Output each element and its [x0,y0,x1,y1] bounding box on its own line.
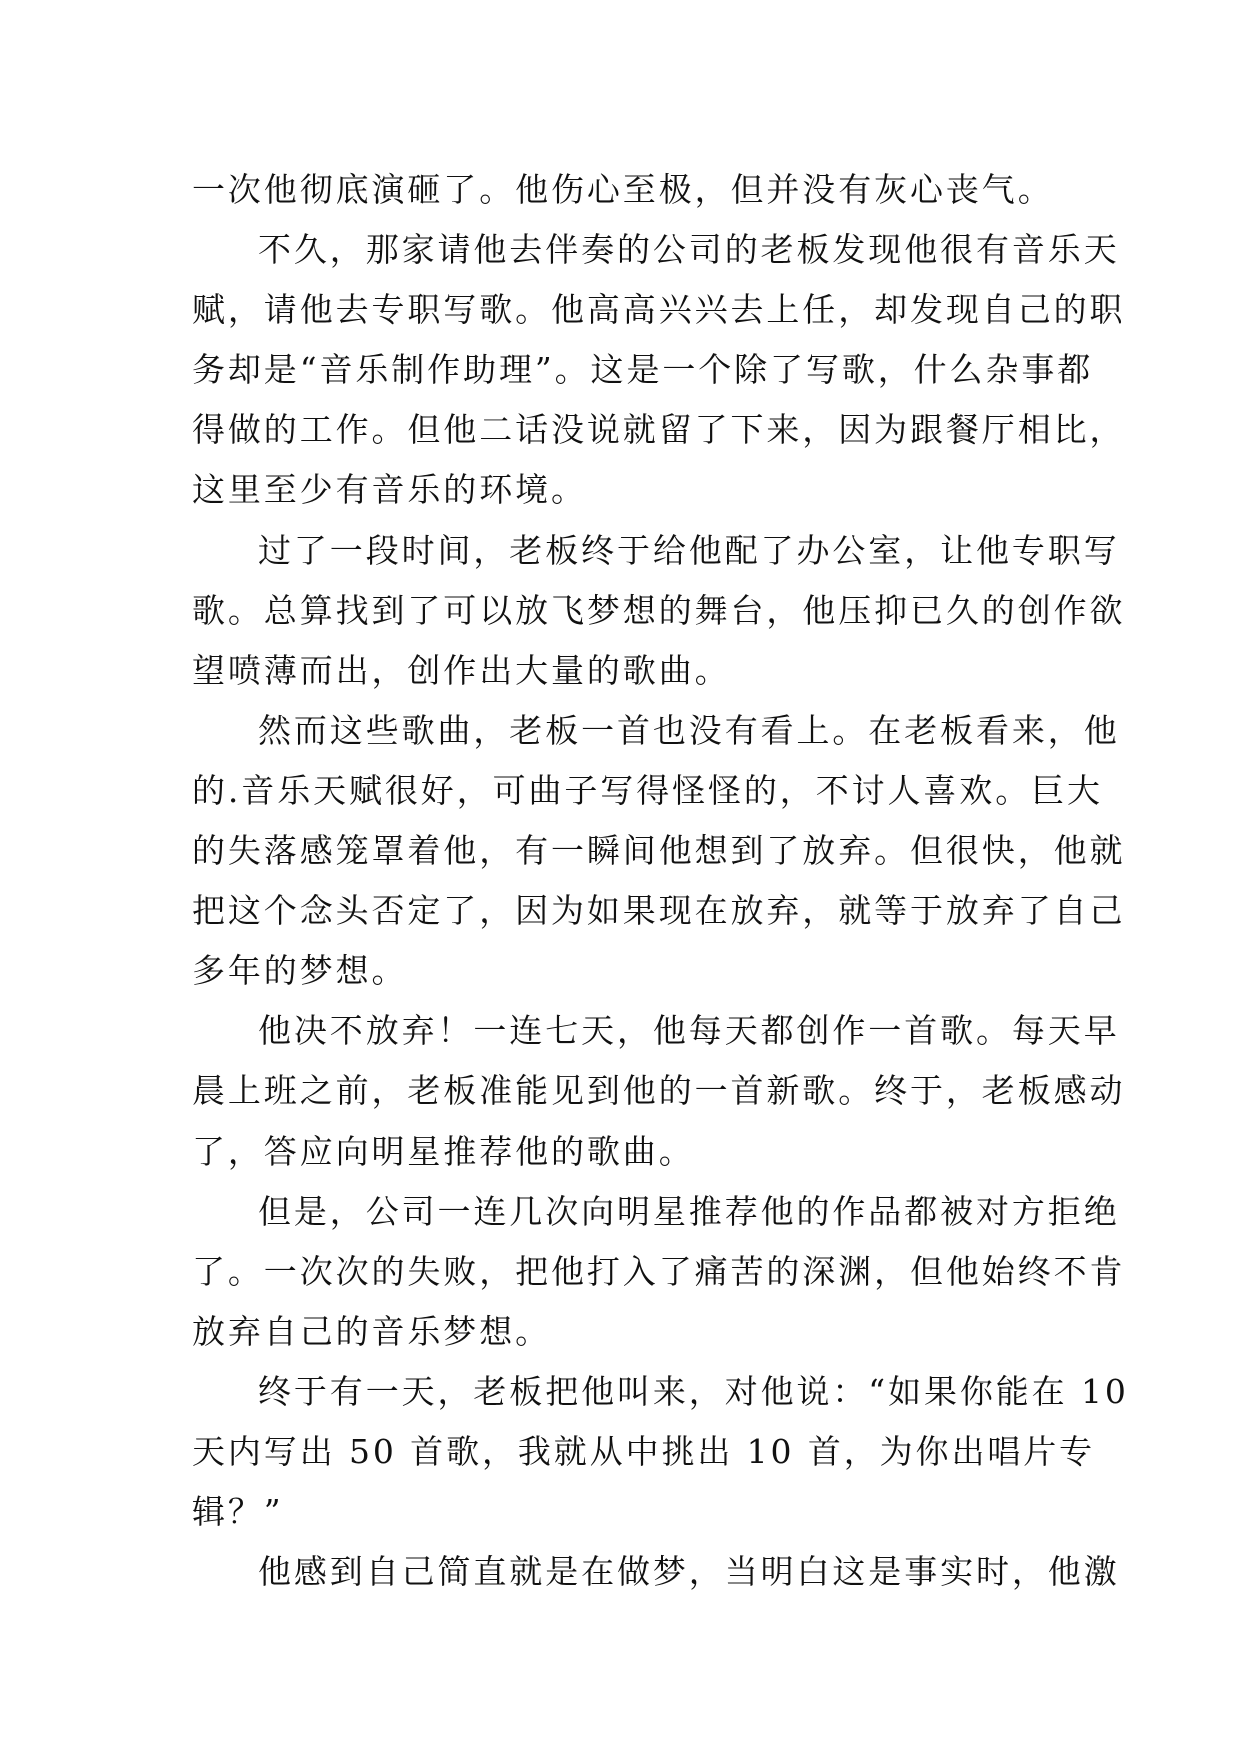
text-line: 放弃自己的音乐梦想。 [192,1311,551,1351]
paragraph-start-line: 他感到自己简直就是在做梦，当明白这是事实时，他激 [258,1552,1120,1592]
paragraph-start-line: 他决不放弃！一连七天，他每天都创作一首歌。每天早 [258,1011,1120,1051]
text-line: 了，答应向明星推荐他的歌曲。 [192,1131,695,1171]
document-body [192,160,1129,1602]
text-line: 了。一次次的失败，把他打入了痛苦的深渊，但他始终不肯 [192,1251,1126,1291]
text-line: 务却是“音乐制作助理”。这是一个除了写歌，什么杂事都 [192,350,1094,390]
text-line: 天内写出 50 首歌，我就从中挑出 10 首，为你出唱片专 [192,1431,1096,1471]
text-line: 晨上班之前，老板准能见到他的一首新歌。终于，老板感动 [192,1071,1126,1111]
text-line: 辑？” [192,1492,284,1532]
text-line: 把这个念头否定了，因为如果现在放弃，就等于放弃了自己 [192,891,1126,931]
paragraph-start-line: 但是，公司一连几次向明星推荐他的作品都被对方拒绝 [258,1191,1120,1231]
paragraph-start-line: 然而这些歌曲，老板一首也没有看上。在老板看来，他 [258,710,1120,750]
text-line: 的.音乐天赋很好，可曲子写得怪怪的，不讨人喜欢。巨大 [192,770,1103,810]
text-line: 这里至少有音乐的环境。 [192,470,587,510]
text-line: 的失落感笼罩着他，有一瞬间他想到了放弃。但很快，他就 [192,831,1126,871]
text-line: 多年的梦想。 [192,951,408,991]
paragraph-start-line: 过了一段时间，老板终于给他配了办公室，让他专职写 [258,530,1120,570]
text-line: 望喷薄而出，创作出大量的歌曲。 [192,650,731,690]
text-line: 歌。总算找到了可以放飞梦想的舞台，他压抑已久的创作欲 [192,590,1126,630]
text-line: 赋，请他去专职写歌。他高高兴兴去上任，却发现自己的职 [192,290,1126,330]
paragraph-start-line: 终于有一天，老板把他叫来，对他说：“如果你能在 10 [258,1371,1129,1411]
paragraph-start-line: 不久，那家请他去伴奏的公司的老板发现他很有音乐天 [258,230,1120,270]
text-line: 一次他彻底演砸了。他伤心至极，但并没有灰心丧气。 [192,170,1054,209]
text-line: 得做的工作。但他二话没说就留了下来，因为跟餐厅相比， [192,410,1126,450]
